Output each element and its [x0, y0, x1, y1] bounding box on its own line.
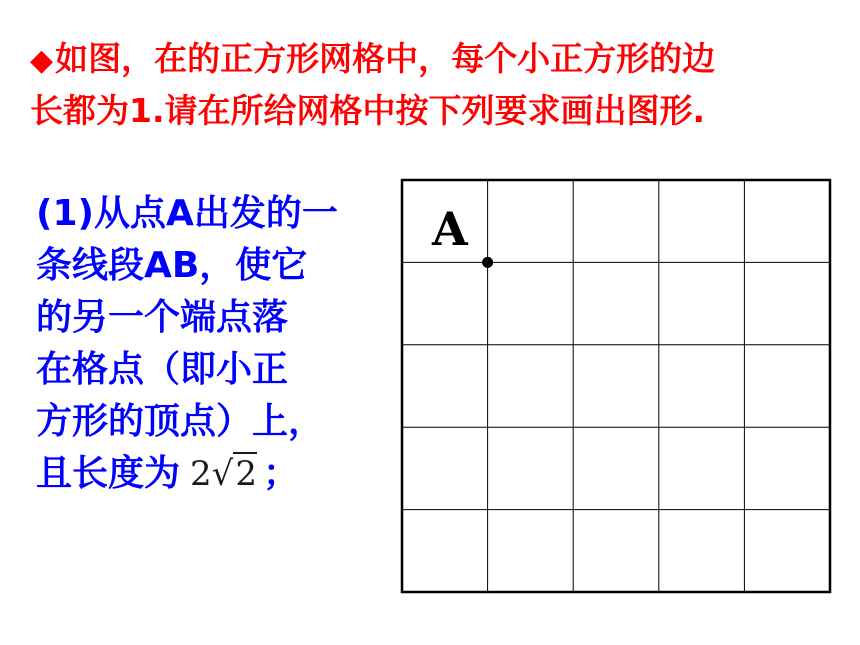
point-a-label: A — [432, 202, 468, 256]
question-line-4: 在格点（即小正 — [36, 349, 289, 390]
length-formula: 2√2 — [190, 454, 257, 494]
question-line-2: 条线段AB，使它 — [36, 245, 308, 286]
question-line-6 — [36, 448, 376, 500]
problem-statement-line-1: 如图，在的正方形网格中，每个小正方形的边 — [55, 39, 716, 78]
question-line-5: 方形的顶点）上， — [36, 401, 325, 442]
question-last-suffix: ； — [262, 453, 299, 494]
point-a-dot — [482, 257, 493, 268]
question-line-3: 的另一个端点落 — [36, 297, 289, 338]
question-line-1: (1)从点A出发的一 — [36, 193, 338, 234]
formula-coefficient: 2 — [190, 454, 212, 494]
problem-statement — [30, 34, 850, 136]
formula-radicand: 2 — [235, 454, 257, 494]
diamond-bullet-icon: ◆ — [30, 43, 54, 78]
question-1 — [36, 188, 376, 500]
problem-statement-line-2: 长都为1.请在所给网格中按下列要求画出图形. — [30, 91, 706, 130]
question-last-prefix: 且长度为 — [36, 453, 181, 494]
